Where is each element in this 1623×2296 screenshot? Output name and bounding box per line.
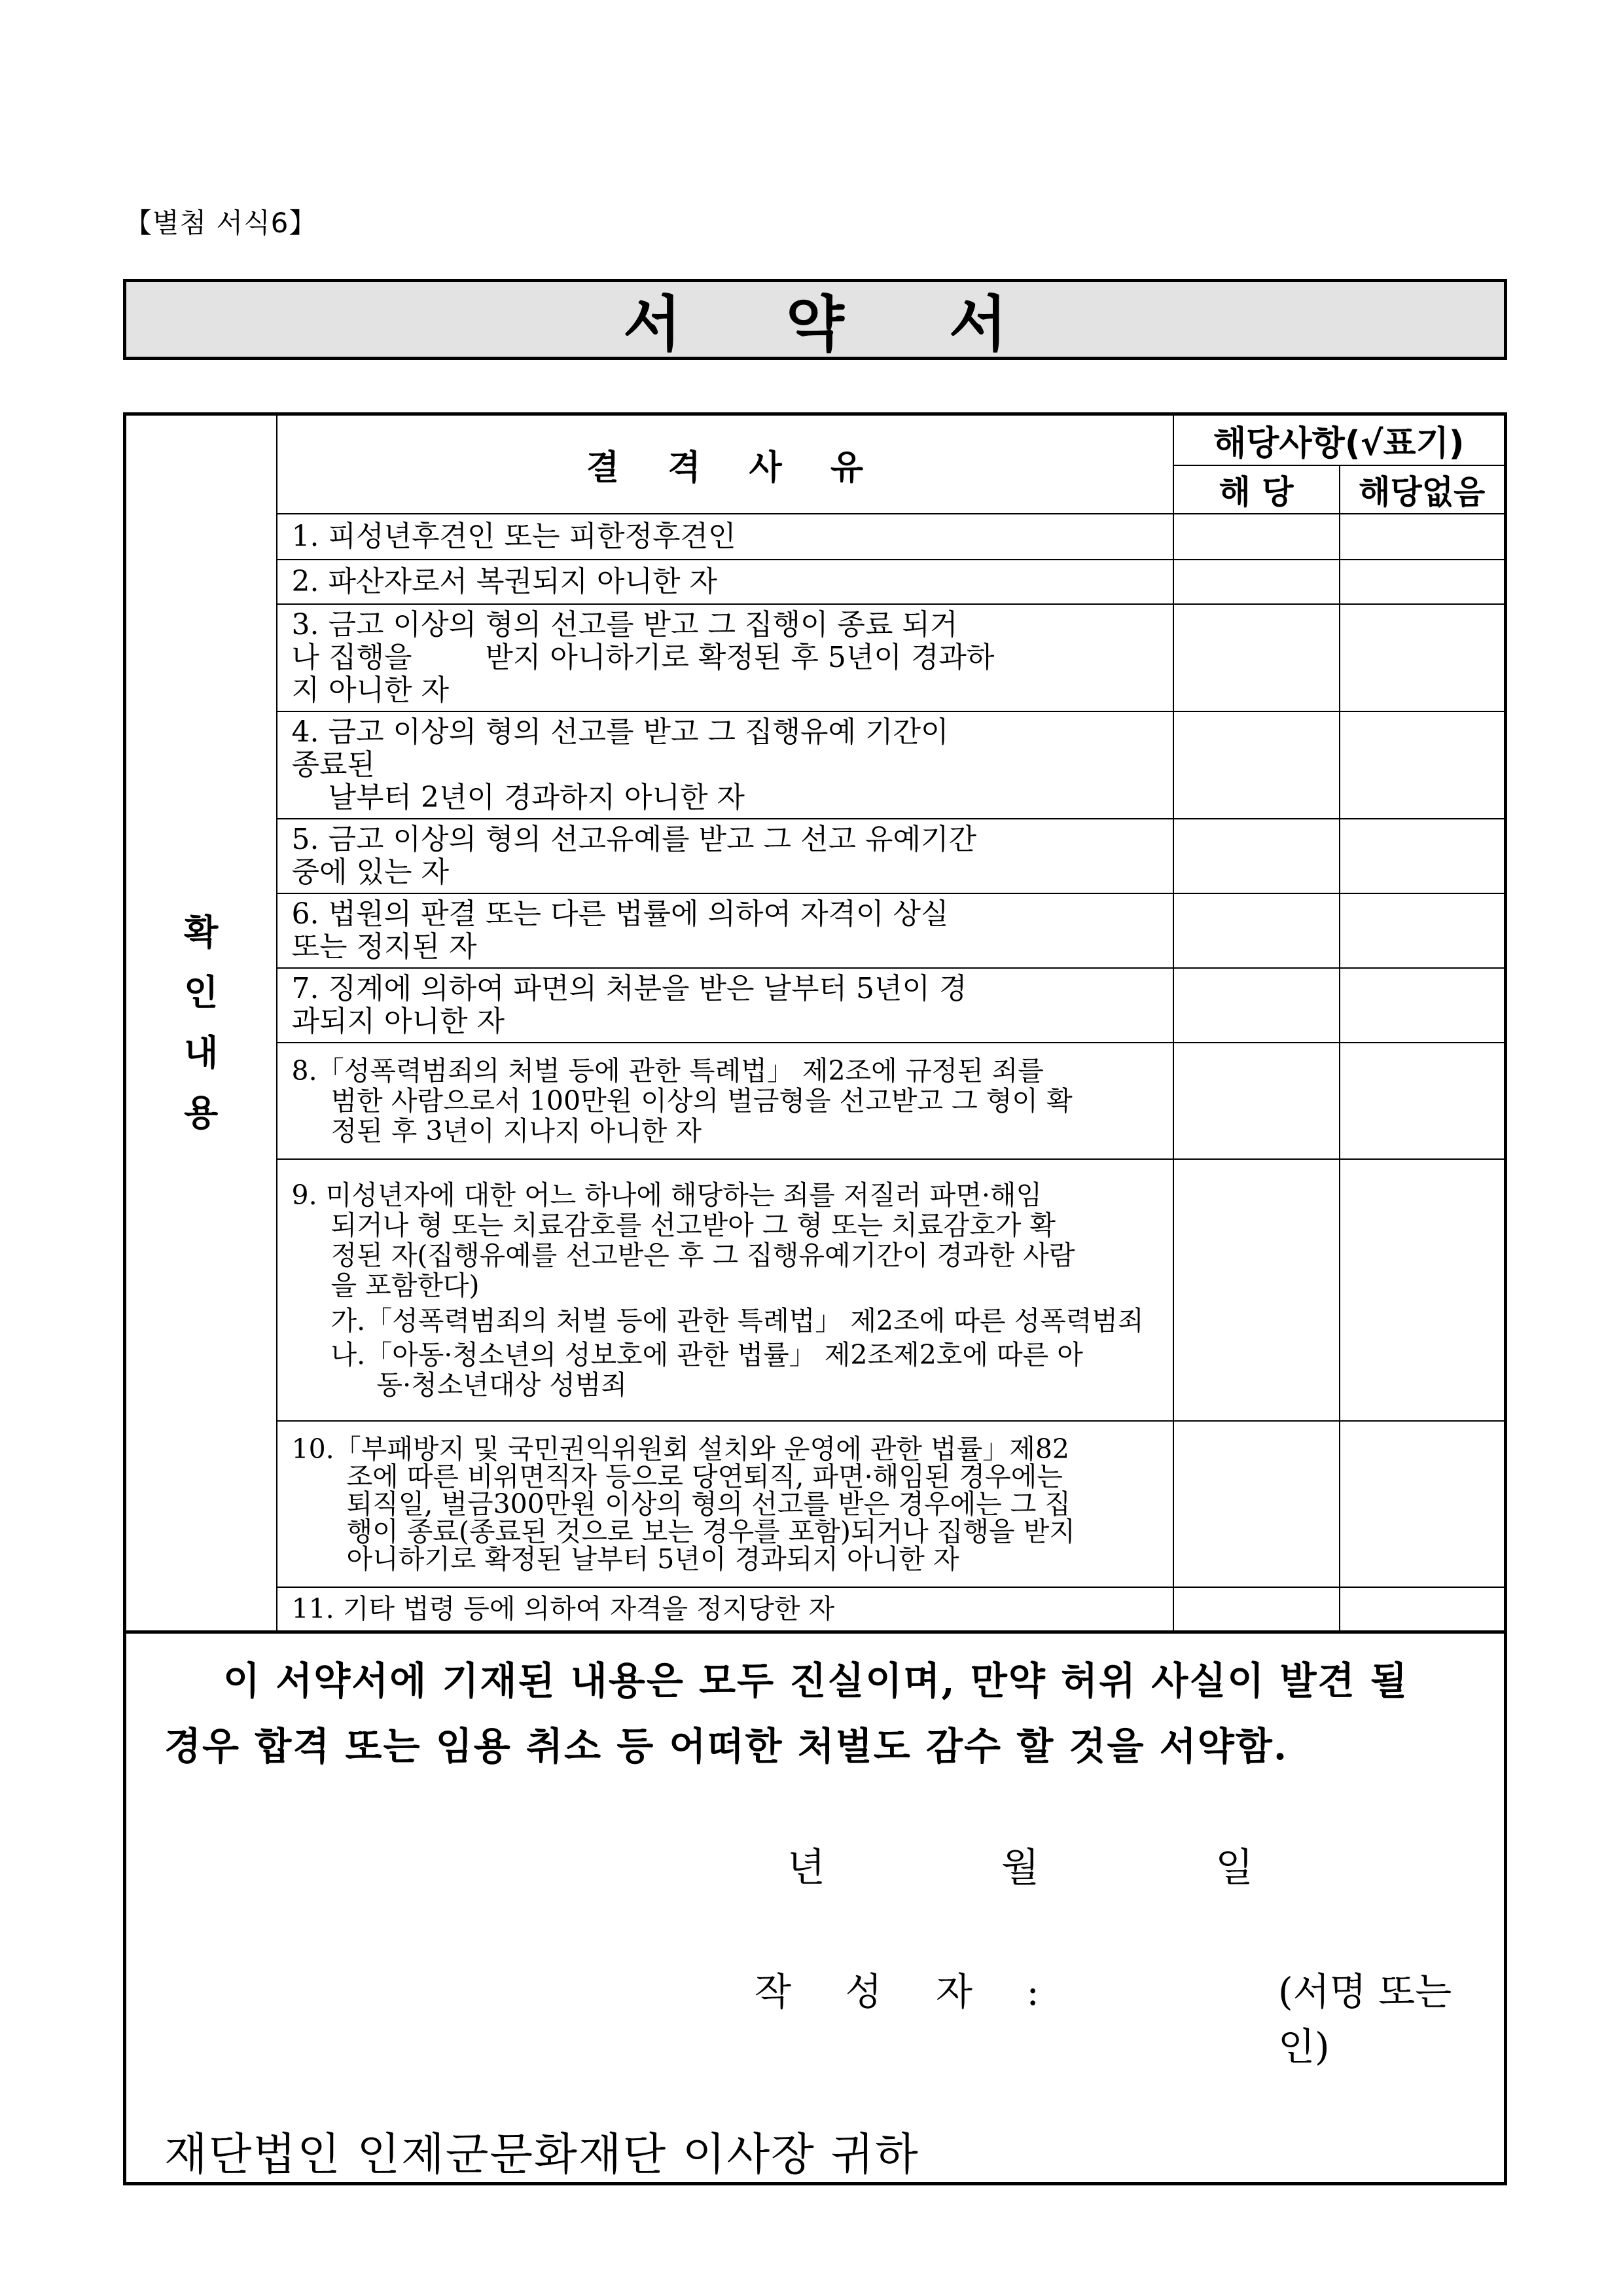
date-year-label: 년 [787, 1844, 825, 1891]
reason-item-2: 2. 파산자로서 복권되지 아니한 자 [277, 560, 1173, 604]
check-yes-3[interactable] [1173, 604, 1340, 711]
pledge-statement-section [125, 1632, 1506, 2183]
side-label-cell [125, 414, 277, 1632]
check-no-11[interactable] [1340, 1587, 1506, 1632]
check-no-10[interactable] [1340, 1421, 1506, 1587]
reason-item-1: 1. 피성년후견인 또는 피한정후견인 [277, 514, 1173, 560]
reason-item-7: 7. 징계에 의하여 파면의 처분을 받은 날부터 5년이 경 과되지 아니한 자 [277, 968, 1173, 1043]
reason-item-6: 6. 법원의 판결 또는 다른 법률에 의하여 자격이 상실 또는 정지된 자 [277, 893, 1173, 968]
pledge-statement [164, 1648, 1473, 1779]
reason-item-9: 9. 미성년자에 대한 어느 하나에 해당하는 죄를 저질러 파면·해임 되거나 형 또는 치료감호를 선고받아 그 형 또는 치료감호가 확 정된 자(집행유예를 선고받은 후 그 집행유예기간이 경과한 사람 을 포함한다) 가.「성폭력범죄의 처벌 등에 관한 특례법」 제2조에 따른 성폭력범죄 나.「아동·청소년의 성보호에 관한 법률」 제2조제2호에 따른 아 동·청소년대상 성범죄 [277, 1159, 1173, 1421]
check-yes-6[interactable] [1173, 893, 1340, 968]
signature-label: (서명 또는 인) [1278, 1969, 1452, 2069]
check-yes-1[interactable] [1173, 514, 1340, 560]
check-yes-4[interactable] [1173, 711, 1340, 819]
check-yes-9[interactable] [1173, 1159, 1340, 1421]
writer-label: 작 성 자 : [755, 1969, 1060, 2014]
header-reason-cell [277, 414, 1173, 514]
header-yes: 해 당 [1173, 465, 1340, 514]
date-line [787, 1837, 1338, 1893]
check-yes-7[interactable] [1173, 968, 1340, 1043]
reason-item-11: 11. 기타 법령 등에 의하여 자격을 정지당한 자 [277, 1587, 1173, 1632]
writer-line [755, 1961, 1060, 2016]
reason-item-4: 4. 금고 이상의 형의 선고를 받고 그 집행유예 기간이 종료된 날부터 2년이 경과하지 아니한 자 [277, 711, 1173, 819]
disqualification-table [123, 412, 1507, 2185]
reason-item-3: 3. 금고 이상의 형의 선고를 받고 그 집행이 종료 되거 나 집행을 받지 아니하기로 확정된 후 5년이 경과하 지 아니한 자 [277, 604, 1173, 711]
reason-item-8: 8.「성폭력범죄의 처벌 등에 관한 특례법」 제2조에 규정된 죄를 범한 사람으로서 100만원 이상의 벌금형을 선고받고 그 형이 확 정된 후 3년이 지나지 아니한 자 [277, 1043, 1173, 1159]
header-applicable: 해당사항(√표기) [1173, 414, 1506, 466]
reason-item-5: 5. 금고 이상의 형의 선고유예를 받고 그 선고 유예기간 중에 있는 자 [277, 819, 1173, 893]
check-no-9[interactable] [1340, 1159, 1506, 1421]
document-title-box [123, 279, 1507, 360]
check-no-4[interactable] [1340, 711, 1506, 819]
check-no-6[interactable] [1340, 893, 1506, 968]
side-label-line1: 확 인 [184, 911, 264, 1013]
check-yes-10[interactable] [1173, 1421, 1340, 1587]
check-no-3[interactable] [1340, 604, 1506, 711]
document-title: 서 약 서 [623, 289, 1049, 359]
check-yes-8[interactable] [1173, 1043, 1340, 1159]
date-day-label: 일 [1215, 1844, 1254, 1891]
check-no-8[interactable] [1340, 1043, 1506, 1159]
pledge-statement-line1: 이 서약서에 기재된 내용은 모두 진실이며, 만약 허위 사실이 발견 될 [223, 1658, 1408, 1703]
check-yes-2[interactable] [1173, 560, 1340, 604]
header-no: 해당없음 [1340, 465, 1506, 514]
check-no-1[interactable] [1340, 514, 1506, 560]
pledge-statement-line2: 경우 합격 또는 임용 취소 등 어떠한 처벌도 감수 할 것을 서약함. [164, 1723, 1289, 1768]
date-month-label: 월 [1001, 1844, 1040, 1891]
check-yes-11[interactable] [1173, 1587, 1340, 1632]
recipient-line: 재단법인 인제군문화재단 이사장 귀하 [164, 2128, 919, 2181]
header-reason: 결 격 사 유 [586, 448, 882, 488]
check-no-2[interactable] [1340, 560, 1506, 604]
attachment-label: 【별첨 서식6】 [124, 207, 317, 239]
reason-item-10: 10.「부패방지 및 국민권익위원회 설치와 운영에 관한 법률」제82 조에 따른 비위면직자 등으로 당연퇴직, 파면·해임된 경우에는 퇴직일, 벌금300만원 이상의 형의 선고를 받은 경우에는 그 집 행이 종료(종료된 것으로 보는 경우를 포함)되거나 집행을 받지 아니하기로 확정된 날부터 5년이 경과되지 아니한 자 [277, 1421, 1173, 1587]
check-yes-5[interactable] [1173, 819, 1340, 893]
check-no-5[interactable] [1340, 819, 1506, 893]
side-label-line2: 내 용 [184, 1031, 264, 1134]
check-no-7[interactable] [1340, 968, 1506, 1043]
